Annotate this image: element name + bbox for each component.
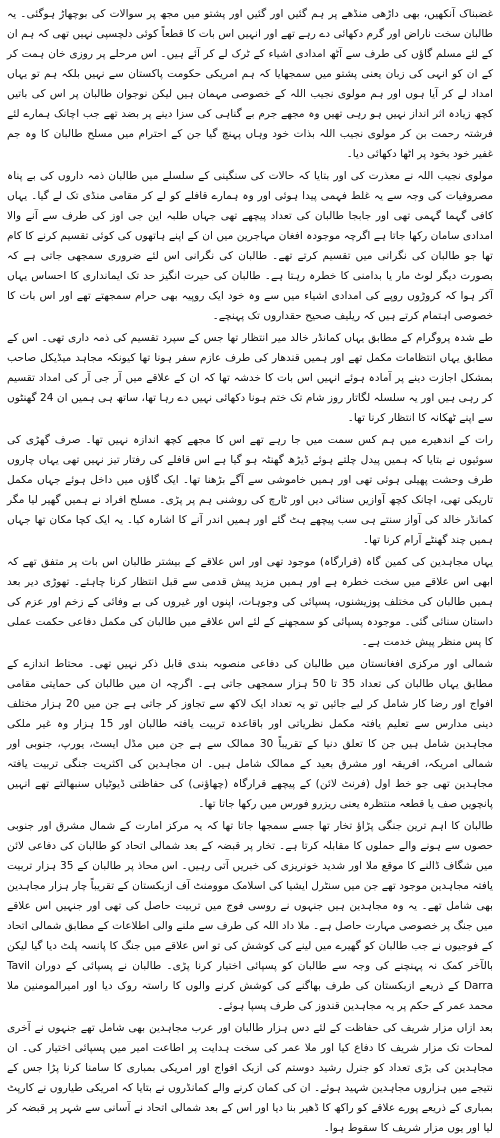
paragraph-4: رات کے اندھیرے میں ہم کس سمت میں جا رہے تھے اس کا مجھے کچھ اندازہ نہیں تھا۔ صرف گھڑی کی سوئیوں نے بتایا کہ ہمیں پیدل چلتے ہوئے ڈیڑھ گھنٹہ ہو گیا ہے اس قافلے کی رفتار تیز نہیں تھی یہاں چاروں طرف وحشت پھیلی ہوئی تھی اور ہمیں خاموشی سے آگے بڑھنا تھا۔ ایک گاؤں میں داخل ہوئے جہاں مکمل تاریکی تھی، اچانک کچھ آوازیں سنائی دیں اور ٹارچ کی روشنی ہم پر پڑی۔ مسلح افراد نے ہمیں گھیر لیا مگر کمانڈر خالد کی آواز سنتے ہی سب پیچھے ہٹ گئے اور ہمیں اندر آنے کا اشارہ کیا۔ یہ ایک کچا مکان تھا جہاں ہمیں چند گھنٹے آرام کرنا تھا۔ (7, 434, 493, 546)
paragraph-7: طالبان کا اہم ترین جنگی پڑاؤ تخار تھا جسے سمجھا جاتا تھا کہ یہ مرکز امارت کے شمال مشرق اور جنوبی حصوں سے ہونے والے حملوں کا مقابلہ کرتا ہے۔ تخار پر قبضہ کے بعد شمالی اتحاد کو طالبان کی دفاعی لائن میں شگاف ڈالنے کا موقع ملا اور شدید خونریزی کی خبریں آتی رہیں۔ اس محاذ پر طالبان کے 35 ہزار تربیت یافتہ مجاہدین موجود تھے جن میں سنٹرل ایشیا کی اسلامک موومنٹ آف ازبکستان کے تقریباً چار ہزار مجاہدین بھی شامل تھے۔ یہ وہ مجاہدین ہیں جنہوں نے روسی فوج میں تربیت حاصل کی تھی اور جنہیں اس علاقے میں جنگ پر خصوصی مہارت حاصل ہے۔ ملا داد اللہ کی طرف سے ملنے والی اطلاعات کے مطابق شمالی اتحاد کے فوجیوں نے جب طالبان کو گھیرے میں لینے کی کوشش کی تو اس علاقے میں جنگ کا پانسہ پلٹ دیا گیا لیکن بالآخر کمک نہ پہنچنے کی وجہ سے طالبان کو پسپائی اختیار کرنا پڑی۔ طالبان نے پسپائی کے دوران Tavil Darra کے ذریعے ازبکستان کی طرف بھاگنے کی کوشش کرنے والوں کا راستہ روک دیا اور امیرالمومنین ملا محمد عمر کے حکم پر یہ مجاہدین قندوز کی طرف پسپا ہوئے۔ (7, 820, 493, 1012)
paragraph-5: یہاں مجاہدین کی کمین گاہ (قرارگاہ) موجود تھی اور اس علاقے کے بیشتر طالبان اس بات پر متفق تھے کہ ابھی اس علاقے میں سخت خطرہ ہے اور ہمیں مزید پیش قدمی سے قبل انتظار کرنا چاہئے۔ تھوڑی دیر بعد ہمیں طالبان کی مختلف پوزیشنوں، پسپائی کی وجوہات، اپنوں اور غیروں کی بے وفائی کے زخم اور عزم کی داستان سنائی گئی۔ موجودہ پسپائی کو سمجھنے کے لئے اس علاقے میں طالبان کی مکمل دفاعی حکمت عملی کا پس منظر پیش خدمت ہے۔ (7, 556, 493, 648)
paragraph-8: بعد ازاں مزار شریف کی حفاظت کے لئے دس ہزار طالبان اور عرب مجاہدین بھی شامل تھے جنہوں نے آخری لمحات تک مزار شریف کا دفاع کیا اور ملا عمر کی سخت ہدایت پر اطاعت امیر میں پسپائی اختیار کی۔ ان مجاہدین کی بڑی تعداد کو جنرل رشید دوستم کی ازبک افواج اور امریکی بمباری کا سامنا کرنا پڑا جس کے نتیجے میں ہزاروں مجاہدین شہید ہوئے۔ ان کی کمان کرنے والے کمانڈروں نے بتایا کہ امریکی طیاروں نے کارپٹ بمباری کے ذریعے پورے علاقے کو راکھ کا ڈھیر بنا دیا اور اس کے بعد شمالی اتحاد نے آسانی سے شہر پر قبضہ کر لیا اور یوں مزار شریف کا سقوط ہوا۔ (7, 1022, 493, 1134)
paragraph-6: شمالی اور مرکزی افغانستان میں طالبان کی دفاعی منصوبہ بندی قابل ذکر نہیں تھی۔ محتاط اندازے کے مطابق یہاں طالبان کی تعداد 35 تا 50 ہزار سمجھی جاتی ہے۔ اگرچہ ان میں طالبان کی حمایتی مقامی افواج اور رضا کار شامل کر لیے جائیں تو یہ تعداد ایک لاکھ سے تجاوز کر جاتی ہے جن میں 20 ہزار مختلف دینی مدارس سے تعلیم یافتہ مکمل نظریاتی اور باقاعدہ تربیت یافتہ طالبان اور 15 ہزار وہ غیر ملکی مجاہدین شامل ہیں جن کا تعلق دنیا کے تقریباً 30 ممالک سے ہے جن میں مڈل ایسٹ، یورپ، جنوبی اور شمالی امریکہ، افریقہ اور مشرق بعید کے ممالک شامل ہیں۔ ان مجاہدین کی اکثریت جنگی تربیت یافتہ مجاہدین تھی جو خط اول (فرنٹ لائن) کے پیچھے قرارگاہ (چھاؤنی) کی حفاظتی ڈیوٹیاں سنبھالتے تھے انہیں پانچویں صف یا قطعہ منتظرہ یعنی ریزرو فورس میں رکھا جاتا تھا۔ (7, 658, 493, 810)
paragraph-1: غضبناک آنکھیں، بھی داڑھی منڈھے پر ہم گئیں اور گئیں اور پشتو میں مجھ پر سوالات کی بوچھاڑ ہوگئی۔ یہ طالبان سخت ناراض اور گرم دکھائی دے رہے تھے اور انہیں اس بات کا قطعاً کوئی دلچسپی نہیں تھی کہ ہم ان کے لئے مسلم گاؤں کی طرف سے آٹھ امدادی اشیاء کے ٹرک لے کر آئے ہیں۔ اس مرحلے پر روزی خان ہمت کر کے ان کو انہی کی زبان یعنی پشتو میں سمجھایا کہ ہم امریکی حکومت پاکستان سے نہیں بلکہ ہم تو یہاں امداد لے کر آیا ہوں اور ہم مولوی نجیب اللہ کے خصوصی مہمان ہیں لیکن نوجوان طالبان پر اس کی باتیں کچھ زیادہ اثر انداز نہیں ہو رہی تھیں وہ مجھے جرم بے گناہی کی سزا دینے پر بضد تھے جب اچانک ہمارے لئے فرشتہ رحمت بن کر مولوی نجیب اللہ بذات خود وہاں پہنچ گیا جن کے احترام میں مسلح طالبان کا وہ جم غفیر خود بخود پر اٹھا دکھائی دیا۔ (7, 8, 493, 160)
paragraph-3: طے شدہ پروگرام کے مطابق یہاں کمانڈر خالد میر انتظار تھا جس کے سپرد تقسیم کی ذمہ داری تھی۔ اس کے مطابق یہاں انتظامات مکمل تھے اور ہمیں قندھار کی طرف عازم سفر ہونا تھا کیونکہ مجاہد میڈیکل صاحب بمشکل اجازت دینے پر آمادہ ہوئے انہیں اس بات کا خدشہ تھا کہ ان کے علاقے میں آر جی آر کی امداد تقسیم کر رہی ہیں اور یہ سلسلہ لگاتار روز شام تک ختم ہونا دکھائی نہیں دے رہا تھا، ساتھ ہی ہمیں ان 24 گھنٹوں سے اپنے ٹھکانہ کا انتظار کرنا تھا۔ (7, 332, 493, 424)
article-page (7, 4, 493, 1134)
paragraph-2: مولوی نجیب اللہ نے معذرت کی اور بتایا کہ حالات کی سنگینی کے سلسلے میں طالبان ذمہ داروں کی بے پناہ مصروفیات کی وجہ سے یہ غلط فہمی پیدا ہوئی اور وہ ہمارے قافلے کو لے کر مقامی منڈی تک لے گیا۔ یہاں کافی گہما گہمی تھی اور جابجا طالبان کی تعداد پیچھے تھی جہاں طلبہ این جی اوز کی طرف سے آنے والا امدادی سامان رکھا جاتا ہے اگرچہ موجودہ افغان مہاجرین میں ان کے اپنے ہاتھوں کی کوئی تقسیم کرنے کا کام تھا جو طالبان کی نگرانی میں تقسیم کرتے تھے۔ طالبان کی نگرانی اس لئے ضروری سمجھی جاتی ہے کہ بصورت دیگر لوٹ مار یا بدامنی کا خطرہ رہتا ہے۔ طالبان کی حیرت انگیز حد تک ایمانداری کا احساس یہاں آکر ہوا کہ کروڑوں روپے کی امدادی اشیاء میں سے وہ خود ایک روپیہ بھی حرام سمجھتے تھے اور اس بات کا خصوصی اہتمام کرتے ہیں کہ ریلیف صحیح حقداروں تک پہنچے۔ (7, 170, 493, 322)
